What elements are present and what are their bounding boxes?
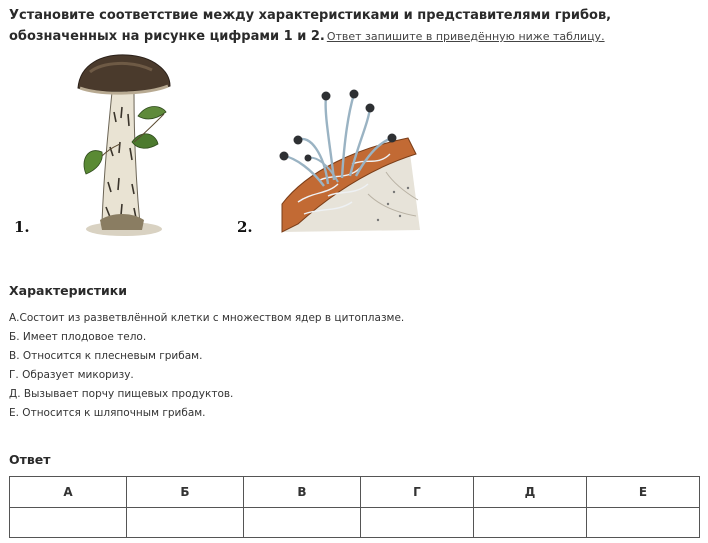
answer-table	[9, 476, 700, 538]
answer-cell-d[interactable]	[474, 508, 587, 538]
answer-cell-g[interactable]	[361, 508, 474, 538]
answer-column-g: Г	[361, 477, 474, 508]
mold-illustration	[268, 84, 424, 236]
answer-cell-v[interactable]	[244, 508, 361, 538]
answer-cell-b[interactable]	[127, 508, 244, 538]
answer-input-row	[10, 508, 700, 538]
characteristics-list	[9, 309, 404, 423]
answer-column-a: А	[10, 477, 127, 508]
answer-column-d: Д	[474, 477, 587, 508]
mushroom-illustration	[72, 52, 176, 236]
question-text	[9, 5, 699, 47]
answer-cell-a[interactable]	[10, 508, 127, 538]
answer-title: Ответ	[9, 452, 51, 467]
question-prompt: Установите соответствие между характеристиками и представителями грибов, обозначенных на рисунке цифрами 1 и 2.	[9, 8, 612, 44]
answer-column-v: В	[244, 477, 361, 508]
answer-cell-e[interactable]	[587, 508, 700, 538]
characteristic-item: В. Относится к плесневым грибам.	[9, 350, 203, 362]
characteristic-item: Д. Вызывает порчу пищевых продуктов.	[9, 388, 234, 400]
characteristic-item: Г. Образует микоризу.	[9, 369, 134, 381]
characteristic-item: Б. Имеет плодовое тело.	[9, 331, 147, 343]
answer-column-b: Б	[127, 477, 244, 508]
figure-2-label: 2.	[237, 218, 253, 236]
question-hint: Ответ запишите в приведённую ниже таблицу.	[326, 30, 605, 43]
answer-column-e: Е	[587, 477, 700, 508]
answer-header-row	[10, 477, 700, 508]
characteristics-title: Характеристики	[9, 283, 128, 298]
characteristic-item: Е. Относится к шляпочным грибам.	[9, 407, 206, 419]
figure-1-label: 1.	[14, 218, 30, 236]
characteristic-item: А.Состоит из разветвлённой клетки с множеством ядер в цитоплазме.	[9, 312, 405, 324]
